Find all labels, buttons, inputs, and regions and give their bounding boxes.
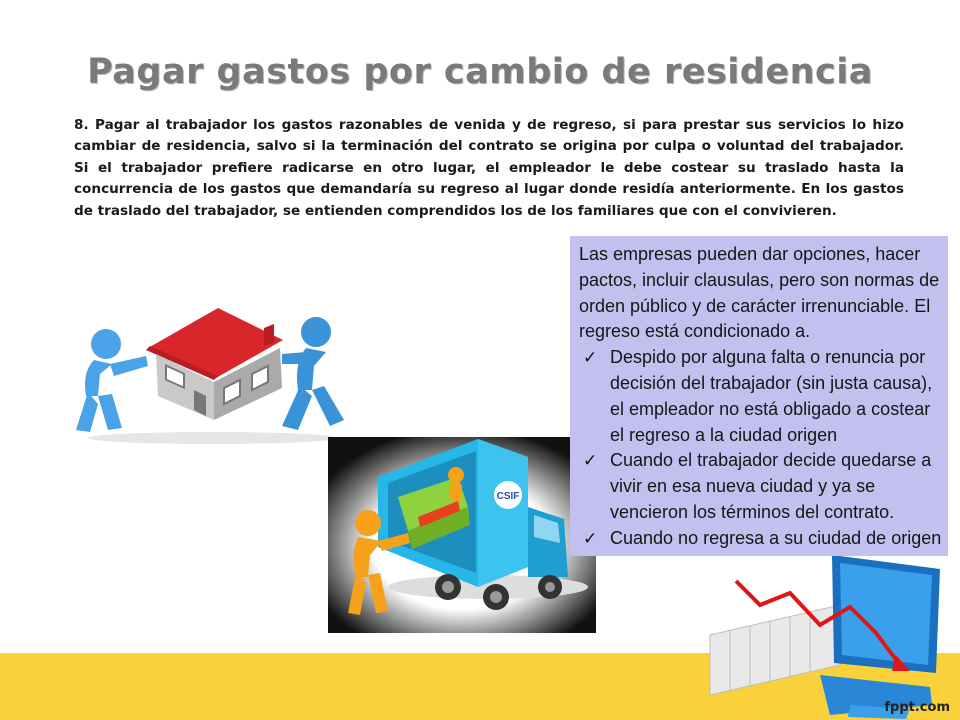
list-item-text: Cuando no regresa a su ciudad de origen bbox=[610, 527, 942, 548]
monitor-chart-illustration bbox=[700, 545, 960, 720]
slide-title: Pagar gastos por cambio de residencia bbox=[87, 52, 873, 92]
moving-truck-illustration bbox=[328, 437, 596, 633]
truck-logo-text: CSIF bbox=[496, 491, 520, 502]
callout-text bbox=[579, 242, 944, 552]
checkmark-icon: ✓ bbox=[583, 528, 598, 548]
checkmark-icon: ✓ bbox=[583, 348, 598, 368]
callout-intro: Las empresas pueden dar opciones, hacer pactos, incluir clausulas, pero son normas de orden público y de carácter irrenunciable. El regreso está condicionado a. bbox=[579, 244, 940, 342]
article-paragraph: 8. Pagar al trabajador los gastos razonables de venida y de regreso, si para prestar sus servicios lo hizo cambiar de residencia, salvo si la terminación del contrato se origina por culpa o voluntad del trabajador. Si el trabajador prefiere radicarse en otro lugar, el empleador le debe costear su traslado hasta la concurrencia de los gastos que demandaría su regreso al lugar donde residía anteriormente. En los gastos de traslado del trabajador, se entienden comprendidos los de los familiares que con el convivieren. bbox=[74, 117, 904, 219]
list-item-text: Despido por alguna falta o renuncia por decisión del trabajador (sin justa causa), el empleador no está obligado a costear el regreso a la ciudad origen bbox=[610, 347, 933, 445]
house-moving-illustration bbox=[68, 292, 358, 444]
condition-list bbox=[579, 345, 944, 551]
checkmark-icon: ✓ bbox=[583, 451, 598, 471]
list-item bbox=[579, 448, 944, 525]
brand-label: fppt.com bbox=[884, 700, 950, 715]
list-item bbox=[579, 345, 944, 448]
list-item bbox=[579, 526, 944, 552]
list-item-text: Cuando el trabajador decide quedarse a vivir en esa nueva ciudad y ya se vencieron los términos del contrato. bbox=[610, 450, 932, 522]
